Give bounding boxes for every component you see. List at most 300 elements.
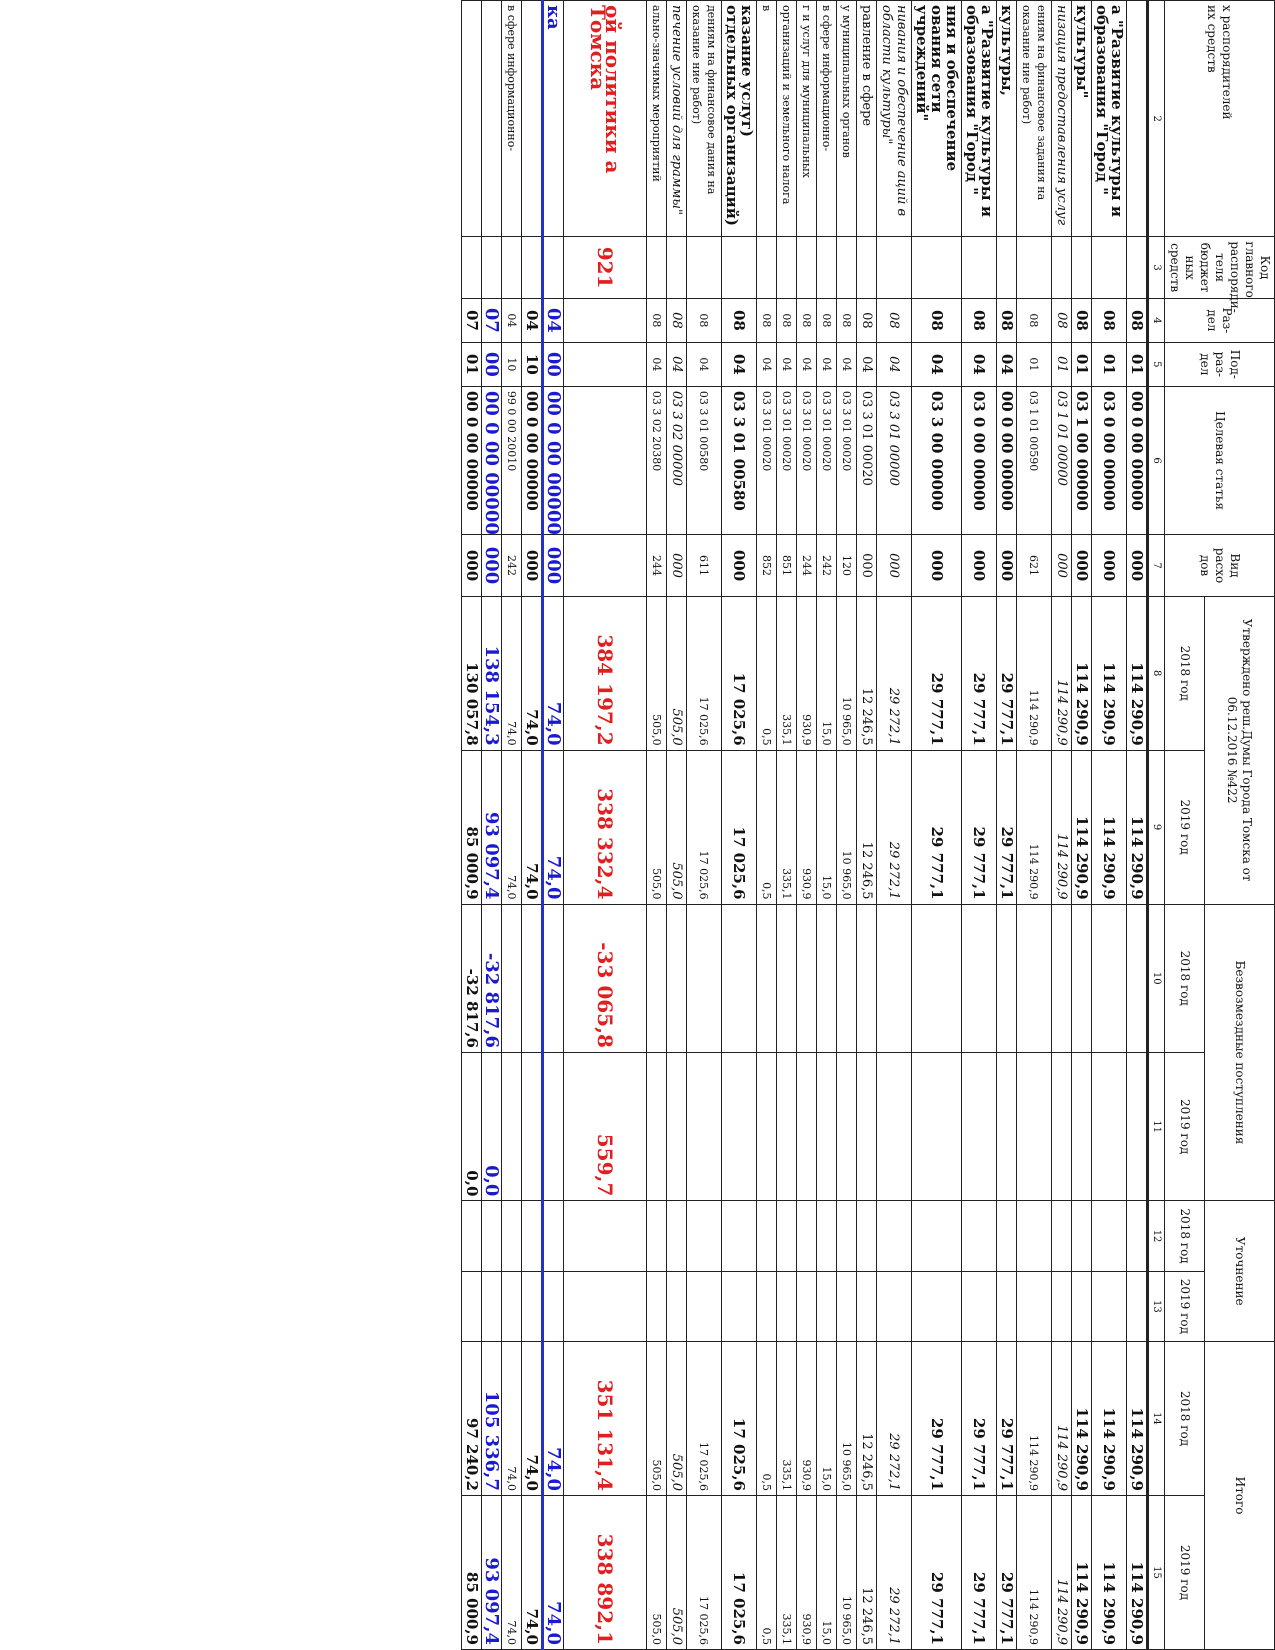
row-name: а "Развитие культуры и образования "Город " bbox=[962, 1, 997, 237]
row-name bbox=[1127, 1, 1148, 237]
section-cell: 08 bbox=[877, 298, 912, 342]
approved-2019-cell: 15,0 bbox=[817, 750, 837, 904]
header-chief-code: Код главного распоряди-теля бюджет ных средств bbox=[1165, 237, 1275, 299]
header-year: 2018 год bbox=[1165, 1201, 1205, 1271]
total-2018-cell: 15,0 bbox=[817, 1342, 837, 1496]
approved-2019-cell: 338 332,4 bbox=[564, 750, 647, 904]
clarification-2019-cell bbox=[1052, 1271, 1072, 1341]
subsection-cell: 01 bbox=[1017, 342, 1052, 386]
row-name: организаций и земельного налога bbox=[777, 1, 797, 237]
approved-2018-cell: 12 246,5 bbox=[857, 596, 877, 750]
total-2019-cell: 505,0 bbox=[667, 1495, 687, 1649]
subsection-cell: 04 bbox=[857, 342, 877, 386]
total-2019-cell: 930,9 bbox=[797, 1495, 817, 1649]
column-number: 12 bbox=[1148, 1201, 1165, 1271]
table-row bbox=[543, 1, 564, 1650]
table-row bbox=[1072, 1, 1092, 1650]
header-gratuitous: Безвозмездные поступления bbox=[1205, 904, 1275, 1201]
table-row bbox=[482, 1, 502, 1650]
section-cell: 07 bbox=[462, 298, 482, 342]
total-2018-cell: 930,9 bbox=[797, 1342, 817, 1496]
column-number-row bbox=[1148, 1, 1165, 1650]
row-name: в сфере информационно- bbox=[502, 1, 522, 237]
target-article-cell: 03 3 01 00020 bbox=[837, 386, 857, 534]
row-name bbox=[462, 1, 482, 237]
total-2019-cell: 338 892,1 bbox=[564, 1495, 647, 1649]
approved-2018-cell: 335,1 bbox=[777, 596, 797, 750]
expense-type-cell: 000 bbox=[1072, 535, 1092, 597]
clarification-2018-cell bbox=[757, 1201, 777, 1271]
gratuitous-2019-cell bbox=[757, 1052, 777, 1200]
row-name: ой политики а Томска bbox=[564, 1, 647, 237]
total-2018-cell: 29 777,1 bbox=[997, 1342, 1017, 1496]
column-number: 5 bbox=[1148, 342, 1165, 386]
clarification-2018-cell bbox=[687, 1201, 722, 1271]
total-2018-cell: 74,0 bbox=[502, 1342, 522, 1496]
clarification-2018-cell bbox=[522, 1201, 543, 1271]
header-year: 2019 год bbox=[1165, 1271, 1205, 1341]
total-2019-cell: 0,5 bbox=[757, 1495, 777, 1649]
chief-code-cell bbox=[837, 237, 857, 299]
approved-2019-cell: 114 290,9 bbox=[1052, 750, 1072, 904]
gratuitous-2018-cell bbox=[1127, 904, 1148, 1052]
approved-2019-cell: 335,1 bbox=[777, 750, 797, 904]
rotated-table-stage bbox=[94, 5, 1275, 1650]
target-article-cell: 00 0 00 00000 bbox=[1127, 386, 1148, 534]
document-page bbox=[94, 5, 1275, 1650]
table-row bbox=[817, 1, 837, 1650]
target-article-cell: 00 0 00 00000 bbox=[997, 386, 1017, 534]
section-cell: 08 bbox=[997, 298, 1017, 342]
clarification-2018-cell bbox=[1052, 1201, 1072, 1271]
header-row-1 bbox=[1205, 1, 1275, 1650]
header-recipient: х распорядителей их средств bbox=[1165, 1, 1275, 237]
section-cell: 08 bbox=[1127, 298, 1148, 342]
gratuitous-2018-cell bbox=[687, 904, 722, 1052]
subsection-cell: 01 bbox=[1092, 342, 1127, 386]
total-2018-cell: 17 025,6 bbox=[687, 1342, 722, 1496]
target-article-cell: 03 3 00 00000 bbox=[912, 386, 962, 534]
section-cell: 08 bbox=[857, 298, 877, 342]
approved-2018-cell: 74,0 bbox=[522, 596, 543, 750]
row-name bbox=[522, 1, 543, 237]
clarification-2019-cell bbox=[837, 1271, 857, 1341]
approved-2018-cell: 74,0 bbox=[543, 596, 564, 750]
gratuitous-2019-cell: 559,7 bbox=[564, 1052, 647, 1200]
target-article-cell: 03 1 00 00000 bbox=[1072, 386, 1092, 534]
table-row bbox=[962, 1, 997, 1650]
gratuitous-2019-cell bbox=[522, 1052, 543, 1200]
table-row bbox=[722, 1, 757, 1650]
gratuitous-2019-cell bbox=[1092, 1052, 1127, 1200]
approved-2019-cell: 505,0 bbox=[667, 750, 687, 904]
total-2019-cell: 114 290,9 bbox=[1072, 1495, 1092, 1649]
row-name: а "Развитие культуры и образования "Город " bbox=[1092, 1, 1127, 237]
row-name: низация предоставления услуг bbox=[1052, 1, 1072, 237]
gratuitous-2019-cell bbox=[722, 1052, 757, 1200]
approved-2018-cell: 15,0 bbox=[817, 596, 837, 750]
clarification-2019-cell bbox=[777, 1271, 797, 1341]
header-target-article: Целевая статья bbox=[1165, 386, 1275, 534]
section-cell: 08 bbox=[667, 298, 687, 342]
clarification-2018-cell bbox=[462, 1201, 482, 1271]
expense-type-cell: 000 bbox=[997, 535, 1017, 597]
section-cell: 08 bbox=[962, 298, 997, 342]
target-article-cell bbox=[564, 386, 647, 534]
target-article-cell: 03 1 01 00000 bbox=[1052, 386, 1072, 534]
gratuitous-2018-cell bbox=[722, 904, 757, 1052]
gratuitous-2019-cell bbox=[1017, 1052, 1052, 1200]
subsection-cell: 01 bbox=[1052, 342, 1072, 386]
total-2018-cell: 114 290,9 bbox=[1127, 1342, 1148, 1496]
approved-2018-cell: 29 777,1 bbox=[997, 596, 1017, 750]
expense-type-cell bbox=[564, 535, 647, 597]
clarification-2018-cell bbox=[1092, 1201, 1127, 1271]
clarification-2019-cell bbox=[564, 1271, 647, 1341]
table-row bbox=[502, 1, 522, 1650]
subsection-cell: 04 bbox=[757, 342, 777, 386]
approved-2019-cell: 114 290,9 bbox=[1017, 750, 1052, 904]
total-2019-cell: 74,0 bbox=[543, 1495, 564, 1649]
clarification-2018-cell bbox=[997, 1201, 1017, 1271]
approved-2019-cell: 114 290,9 bbox=[1127, 750, 1148, 904]
gratuitous-2018-cell bbox=[777, 904, 797, 1052]
expense-type-cell: 000 bbox=[522, 535, 543, 597]
total-2019-cell: 29 777,1 bbox=[962, 1495, 997, 1649]
clarification-2019-cell bbox=[797, 1271, 817, 1341]
gratuitous-2019-cell: 0,0 bbox=[462, 1052, 482, 1200]
target-article-cell: 03 3 01 00020 bbox=[797, 386, 817, 534]
expense-type-cell: 000 bbox=[722, 535, 757, 597]
approved-2019-cell: 930,9 bbox=[797, 750, 817, 904]
approved-2018-cell: 114 290,9 bbox=[1092, 596, 1127, 750]
header-year: 2018 год bbox=[1165, 904, 1205, 1052]
gratuitous-2019-cell bbox=[997, 1052, 1017, 1200]
total-2019-cell: 74,0 bbox=[522, 1495, 543, 1649]
clarification-2019-cell bbox=[522, 1271, 543, 1341]
approved-2019-cell: 0,5 bbox=[757, 750, 777, 904]
table-row bbox=[1092, 1, 1127, 1650]
total-2018-cell: 10 965,0 bbox=[837, 1342, 857, 1496]
total-2019-cell: 114 290,9 bbox=[1127, 1495, 1148, 1649]
total-2019-cell: 114 290,9 bbox=[1092, 1495, 1127, 1649]
expense-type-cell: 244 bbox=[647, 535, 667, 597]
subsection-cell: 04 bbox=[912, 342, 962, 386]
clarification-2018-cell bbox=[1072, 1201, 1092, 1271]
clarification-2019-cell bbox=[647, 1271, 667, 1341]
gratuitous-2018-cell bbox=[817, 904, 837, 1052]
expense-type-cell: 000 bbox=[912, 535, 962, 597]
total-2018-cell: 74,0 bbox=[543, 1342, 564, 1496]
approved-2018-cell: 29 272,1 bbox=[877, 596, 912, 750]
header-year: 2018 год bbox=[1165, 596, 1205, 750]
column-number: 6 bbox=[1148, 386, 1165, 534]
table-row bbox=[912, 1, 962, 1650]
gratuitous-2018-cell bbox=[1052, 904, 1072, 1052]
clarification-2019-cell bbox=[997, 1271, 1017, 1341]
row-name: ально-значимых мероприятий bbox=[647, 1, 667, 237]
row-name: культуры, bbox=[997, 1, 1017, 237]
gratuitous-2018-cell bbox=[997, 904, 1017, 1052]
clarification-2018-cell bbox=[722, 1201, 757, 1271]
chief-code-cell bbox=[912, 237, 962, 299]
section-cell bbox=[564, 298, 647, 342]
header-section: Раз-дел bbox=[1165, 298, 1275, 342]
target-article-cell: 03 3 02 20380 bbox=[647, 386, 667, 534]
column-number: 13 bbox=[1148, 1271, 1165, 1341]
column-number: 14 bbox=[1148, 1342, 1165, 1496]
header-year: 2019 год bbox=[1165, 1052, 1205, 1200]
expense-type-cell: 000 bbox=[667, 535, 687, 597]
approved-2018-cell: 114 290,9 bbox=[1017, 596, 1052, 750]
subsection-cell: 04 bbox=[647, 342, 667, 386]
target-article-cell: 00 0 00 00000 bbox=[482, 386, 502, 534]
approved-2019-cell: 74,0 bbox=[502, 750, 522, 904]
table-row bbox=[462, 1, 482, 1650]
total-2019-cell: 74,0 bbox=[502, 1495, 522, 1649]
clarification-2019-cell bbox=[1092, 1271, 1127, 1341]
budget-table bbox=[461, 0, 1275, 1650]
gratuitous-2019-cell bbox=[857, 1052, 877, 1200]
table-row bbox=[757, 1, 777, 1650]
total-2018-cell: 0,5 bbox=[757, 1342, 777, 1496]
clarification-2018-cell bbox=[502, 1201, 522, 1271]
gratuitous-2018-cell bbox=[1017, 904, 1052, 1052]
total-2018-cell: 114 290,9 bbox=[1052, 1342, 1072, 1496]
subsection-cell: 10 bbox=[502, 342, 522, 386]
chief-code-cell bbox=[857, 237, 877, 299]
total-2018-cell: 114 290,9 bbox=[1017, 1342, 1052, 1496]
total-2019-cell: 93 097,4 bbox=[482, 1495, 502, 1649]
approved-2018-cell: 130 057,8 bbox=[462, 596, 482, 750]
expense-type-cell: 242 bbox=[817, 535, 837, 597]
row-name: казание услуг) отдельных организаций) bbox=[722, 1, 757, 237]
clarification-2019-cell bbox=[757, 1271, 777, 1341]
row-name: г и услуг для муниципальных bbox=[797, 1, 817, 237]
column-number: 10 bbox=[1148, 904, 1165, 1052]
expense-type-cell: 242 bbox=[502, 535, 522, 597]
clarification-2019-cell bbox=[1017, 1271, 1052, 1341]
chief-code-cell bbox=[777, 237, 797, 299]
subsection-cell: 04 bbox=[777, 342, 797, 386]
total-2019-cell: 114 290,9 bbox=[1052, 1495, 1072, 1649]
total-2019-cell: 29 272,1 bbox=[877, 1495, 912, 1649]
table-row bbox=[1127, 1, 1148, 1650]
section-cell: 08 bbox=[722, 298, 757, 342]
clarification-2018-cell bbox=[962, 1201, 997, 1271]
total-2018-cell: 74,0 bbox=[522, 1342, 543, 1496]
total-2019-cell: 10 965,0 bbox=[837, 1495, 857, 1649]
clarification-2019-cell bbox=[877, 1271, 912, 1341]
gratuitous-2018-cell: -33 065,8 bbox=[564, 904, 647, 1052]
subsection-cell: 04 bbox=[997, 342, 1017, 386]
total-2018-cell: 335,1 bbox=[777, 1342, 797, 1496]
section-cell: 08 bbox=[777, 298, 797, 342]
clarification-2018-cell bbox=[777, 1201, 797, 1271]
clarification-2018-cell bbox=[482, 1201, 502, 1271]
clarification-2019-cell bbox=[962, 1271, 997, 1341]
target-article-cell: 03 3 01 00020 bbox=[777, 386, 797, 534]
total-2019-cell: 114 290,9 bbox=[1017, 1495, 1052, 1649]
row-name: печение условий для граммы" bbox=[667, 1, 687, 237]
approved-2019-cell: 505,0 bbox=[647, 750, 667, 904]
subsection-cell: 00 bbox=[482, 342, 502, 386]
approved-2019-cell: 12 246,5 bbox=[857, 750, 877, 904]
target-article-cell: 00 0 00 00000 bbox=[543, 386, 564, 534]
section-cell: 08 bbox=[797, 298, 817, 342]
chief-code-cell bbox=[817, 237, 837, 299]
table-body bbox=[462, 1, 1148, 1650]
clarification-2019-cell bbox=[1072, 1271, 1092, 1341]
clarification-2019-cell bbox=[502, 1271, 522, 1341]
chief-code-cell bbox=[522, 237, 543, 299]
gratuitous-2018-cell bbox=[877, 904, 912, 1052]
target-article-cell: 03 0 00 00000 bbox=[1092, 386, 1127, 534]
header-year: 2019 год bbox=[1165, 750, 1205, 904]
subsection-cell: 04 bbox=[667, 342, 687, 386]
row-name: в сфере информационно- bbox=[817, 1, 837, 237]
gratuitous-2019-cell bbox=[1072, 1052, 1092, 1200]
row-name: у муниципальных органов bbox=[837, 1, 857, 237]
row-name: ениям на финансовое задания на оказание ние работ) bbox=[1017, 1, 1052, 237]
expense-type-cell: 000 bbox=[482, 535, 502, 597]
approved-2018-cell: 10 965,0 bbox=[837, 596, 857, 750]
clarification-2019-cell bbox=[462, 1271, 482, 1341]
chief-code-cell bbox=[962, 237, 997, 299]
subsection-cell: 01 bbox=[1127, 342, 1148, 386]
gratuitous-2018-cell bbox=[837, 904, 857, 1052]
clarification-2018-cell bbox=[797, 1201, 817, 1271]
approved-2018-cell: 29 777,1 bbox=[962, 596, 997, 750]
table-row bbox=[1017, 1, 1052, 1650]
subsection-cell: 04 bbox=[817, 342, 837, 386]
header-expense-type: Вид расхо дов bbox=[1165, 535, 1275, 597]
approved-2018-cell: 505,0 bbox=[667, 596, 687, 750]
gratuitous-2019-cell bbox=[817, 1052, 837, 1200]
approved-2019-cell: 29 777,1 bbox=[962, 750, 997, 904]
section-cell: 08 bbox=[687, 298, 722, 342]
total-2018-cell: 17 025,6 bbox=[722, 1342, 757, 1496]
section-cell: 08 bbox=[837, 298, 857, 342]
gratuitous-2019-cell bbox=[797, 1052, 817, 1200]
total-2019-cell: 29 777,1 bbox=[912, 1495, 962, 1649]
approved-2019-cell: 114 290,9 bbox=[1072, 750, 1092, 904]
total-2018-cell: 114 290,9 bbox=[1092, 1342, 1127, 1496]
gratuitous-2019-cell bbox=[877, 1052, 912, 1200]
chief-code-cell bbox=[1072, 237, 1092, 299]
section-cell: 08 bbox=[1092, 298, 1127, 342]
total-2019-cell: 17 025,6 bbox=[722, 1495, 757, 1649]
row-name: ка bbox=[543, 1, 564, 237]
expense-type-cell: 000 bbox=[857, 535, 877, 597]
approved-2019-cell: 74,0 bbox=[522, 750, 543, 904]
clarification-2018-cell bbox=[817, 1201, 837, 1271]
approved-2019-cell: 93 097,4 bbox=[482, 750, 502, 904]
approved-2018-cell: 114 290,9 bbox=[1052, 596, 1072, 750]
gratuitous-2018-cell bbox=[857, 904, 877, 1052]
section-cell: 08 bbox=[757, 298, 777, 342]
column-number: 7 bbox=[1148, 535, 1165, 597]
expense-type-cell: 120 bbox=[837, 535, 857, 597]
header-clarification: Уточнение bbox=[1205, 1201, 1275, 1342]
chief-code-cell bbox=[647, 237, 667, 299]
approved-2018-cell: 74,0 bbox=[502, 596, 522, 750]
table-row bbox=[564, 1, 647, 1650]
subsection-cell: 04 bbox=[797, 342, 817, 386]
header-approved: Утверждено реш.Думы Города Томска от 06.12.2016 №422 bbox=[1205, 596, 1275, 904]
expense-type-cell: 851 bbox=[777, 535, 797, 597]
total-2019-cell: 505,0 bbox=[647, 1495, 667, 1649]
gratuitous-2019-cell: 0,0 bbox=[482, 1052, 502, 1200]
table-row bbox=[857, 1, 877, 1650]
approved-2019-cell: 17 025,6 bbox=[722, 750, 757, 904]
clarification-2018-cell bbox=[667, 1201, 687, 1271]
total-2018-cell: 29 777,1 bbox=[912, 1342, 962, 1496]
chief-code-cell bbox=[687, 237, 722, 299]
header-year: 2019 год bbox=[1165, 1495, 1205, 1649]
expense-type-cell: 244 bbox=[797, 535, 817, 597]
section-cell: 07 bbox=[482, 298, 502, 342]
approved-2019-cell: 29 777,1 bbox=[912, 750, 962, 904]
chief-code-cell: 921 bbox=[564, 237, 647, 299]
target-article-cell: 03 3 01 00000 bbox=[877, 386, 912, 534]
gratuitous-2018-cell bbox=[543, 904, 564, 1052]
clarification-2018-cell bbox=[837, 1201, 857, 1271]
table-row bbox=[667, 1, 687, 1650]
approved-2018-cell: 0,5 bbox=[757, 596, 777, 750]
gratuitous-2018-cell bbox=[647, 904, 667, 1052]
table-row bbox=[837, 1, 857, 1650]
target-article-cell: 03 3 02 00000 bbox=[667, 386, 687, 534]
table-row bbox=[1052, 1, 1072, 1650]
column-number: 8 bbox=[1148, 596, 1165, 750]
clarification-2018-cell bbox=[647, 1201, 667, 1271]
row-name bbox=[482, 1, 502, 237]
clarification-2019-cell bbox=[817, 1271, 837, 1341]
chief-code-cell bbox=[757, 237, 777, 299]
chief-code-cell bbox=[797, 237, 817, 299]
approved-2019-cell: 17 025,6 bbox=[687, 750, 722, 904]
target-article-cell: 03 3 01 00020 bbox=[857, 386, 877, 534]
approved-2018-cell: 384 197,2 bbox=[564, 596, 647, 750]
column-number: 3 bbox=[1148, 237, 1165, 299]
approved-2018-cell: 505,0 bbox=[647, 596, 667, 750]
gratuitous-2018-cell bbox=[962, 904, 997, 1052]
expense-type-cell: 611 bbox=[687, 535, 722, 597]
clarification-2019-cell bbox=[482, 1271, 502, 1341]
gratuitous-2018-cell bbox=[502, 904, 522, 1052]
subsection-cell: 01 bbox=[1072, 342, 1092, 386]
total-2018-cell: 29 777,1 bbox=[962, 1342, 997, 1496]
total-2018-cell: 351 131,4 bbox=[564, 1342, 647, 1496]
column-number: 4 bbox=[1148, 298, 1165, 342]
expense-type-cell: 621 bbox=[1017, 535, 1052, 597]
clarification-2019-cell bbox=[722, 1271, 757, 1341]
clarification-2018-cell bbox=[1127, 1201, 1148, 1271]
gratuitous-2019-cell bbox=[667, 1052, 687, 1200]
gratuitous-2019-cell bbox=[837, 1052, 857, 1200]
clarification-2019-cell bbox=[912, 1271, 962, 1341]
clarification-2019-cell bbox=[1127, 1271, 1148, 1341]
expense-type-cell: 000 bbox=[1052, 535, 1072, 597]
clarification-2019-cell bbox=[687, 1271, 722, 1341]
approved-2019-cell: 10 965,0 bbox=[837, 750, 857, 904]
gratuitous-2018-cell bbox=[1072, 904, 1092, 1052]
clarification-2018-cell bbox=[1017, 1201, 1052, 1271]
gratuitous-2019-cell bbox=[1052, 1052, 1072, 1200]
chief-code-cell bbox=[502, 237, 522, 299]
subsection-cell: 04 bbox=[837, 342, 857, 386]
